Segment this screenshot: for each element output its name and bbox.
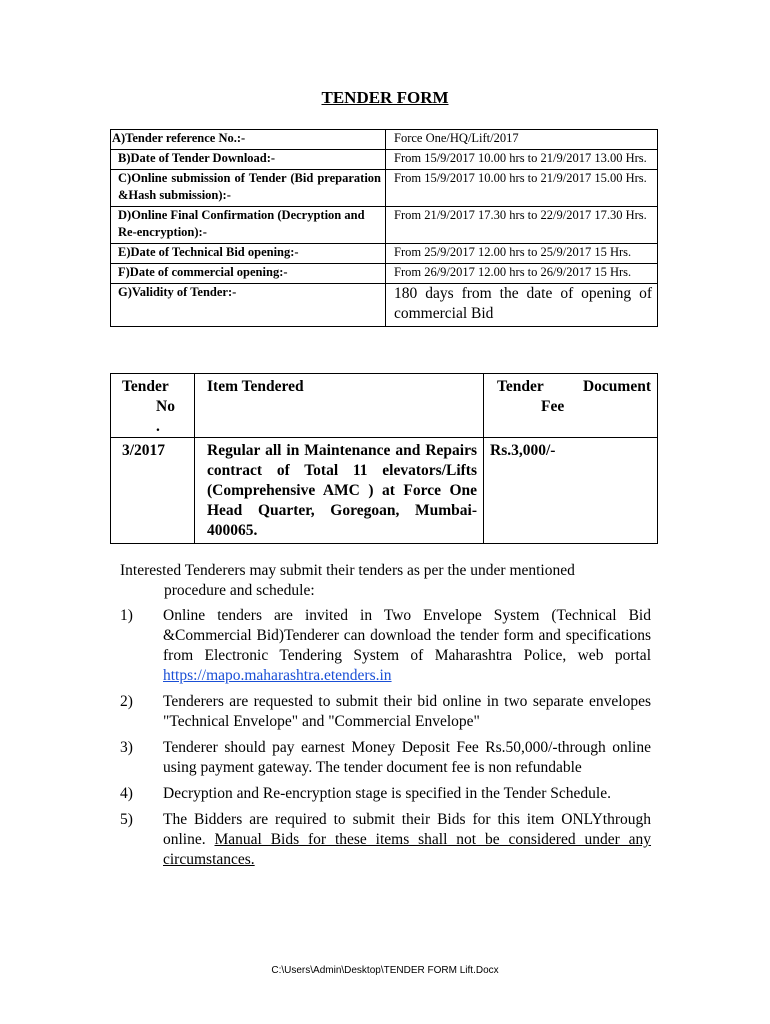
step-number: 5) <box>120 811 133 828</box>
header-text: No <box>156 398 175 415</box>
table-row <box>111 170 658 207</box>
step-text: Tenderer should pay earnest Money Deposit Fee Rs.50,000/-through online using payment gateway. The tender document fee is non refundable <box>163 739 651 776</box>
fee-cell: Rs.3,000/- <box>484 438 658 544</box>
step-number: 4) <box>120 785 133 802</box>
portal-link[interactable]: https://mapo.maharashtra.etenders.in <box>163 667 392 684</box>
table-header-row <box>111 374 658 438</box>
detail-label: A)Tender reference No.:- <box>111 130 386 150</box>
procedure-list <box>120 606 651 876</box>
page-title: TENDER FORM <box>321 88 449 107</box>
list-item <box>120 606 651 686</box>
list-item <box>120 810 651 870</box>
detail-label: D)Online Final Confirmation (Decryption and Re-encryption):- <box>111 207 386 244</box>
header-text: . <box>156 418 160 435</box>
detail-value: From 25/9/2017 12.00 hrs to 25/9/2017 15 Hrs. <box>386 244 658 264</box>
tender-no-cell: 3/2017 <box>111 438 195 544</box>
step-text-body: Online tenders are invited in Two Envelope System (Technical Bid &Commercial Bid)Tenderer can download the tender form and specifications from Electronic Tendering System of Maharashtra Police, web portal <box>163 607 651 664</box>
step-number: 3) <box>120 739 133 756</box>
step-text-body: The Bidders are required to submit their Bids for this item ONLYthrough online. <box>163 811 651 848</box>
table-row <box>111 150 658 170</box>
step-text: Decryption and Re-encryption stage is specified in the Tender Schedule. <box>163 785 611 802</box>
file-path-footer: C:\Users\Admin\Desktop\TENDER FORM Lift.Docx <box>271 965 499 976</box>
step-text <box>163 810 651 870</box>
intro-line: procedure and schedule: <box>164 582 315 599</box>
step-text <box>163 606 651 686</box>
step-number: 1) <box>120 607 133 624</box>
table-row <box>111 284 658 327</box>
header-text: Tender <box>497 378 544 395</box>
tender-details-table <box>110 129 658 327</box>
detail-label: E)Date of Technical Bid opening:- <box>111 244 386 264</box>
detail-value: From 15/9/2017 10.00 hrs to 21/9/2017 15.00 Hrs. <box>386 170 658 207</box>
list-item <box>120 692 651 732</box>
header-text: Fee <box>541 398 565 415</box>
underlined-notice: Manual Bids for these items shall not be considered under any circumstances. <box>163 831 652 868</box>
detail-label: B)Date of Tender Download:- <box>111 150 386 170</box>
detail-value: From 21/9/2017 17.30 hrs to 22/9/2017 17.30 Hrs. <box>386 207 658 244</box>
table-row <box>111 438 658 544</box>
detail-value: From 15/9/2017 10.00 hrs to 21/9/2017 13.00 Hrs. <box>386 150 658 170</box>
table-row <box>111 264 658 284</box>
detail-label: G)Validity of Tender:- <box>111 284 386 327</box>
table-row <box>111 244 658 264</box>
header-text: Tender <box>122 378 169 395</box>
item-table <box>110 373 658 544</box>
detail-value: 180 days from the date of opening of commercial Bid <box>386 284 658 327</box>
detail-label: F)Date of commercial opening:- <box>111 264 386 284</box>
list-item <box>120 738 651 778</box>
detail-label: C)Online submission of Tender (Bid preparation &Hash submission):- <box>111 170 386 207</box>
intro-line: Interested Tenderers may submit their tenders as per the under mentioned <box>120 562 575 579</box>
list-item <box>120 784 651 804</box>
detail-value: Force One/HQ/Lift/2017 <box>386 130 658 150</box>
header-item: Item Tendered <box>195 374 484 438</box>
item-cell: Regular all in Maintenance and Repairs contract of Total 11 elevators/Lifts (Comprehensive AMC ) at Force One Head Quarter, Goregoan, Mumbai-400065. <box>195 438 484 544</box>
intro-paragraph <box>120 561 651 601</box>
header-text: Document <box>582 378 651 395</box>
table-row <box>111 207 658 244</box>
step-number: 2) <box>120 693 133 710</box>
header-tender-no <box>111 374 195 438</box>
table-row <box>111 130 658 150</box>
header-fee <box>484 374 658 438</box>
detail-value: From 26/9/2017 12.00 hrs to 26/9/2017 15 Hrs. <box>386 264 658 284</box>
step-text: Tenderers are requested to submit their bid online in two separate envelopes "Technical Envelope" and "Commercial Envelope" <box>163 693 651 730</box>
